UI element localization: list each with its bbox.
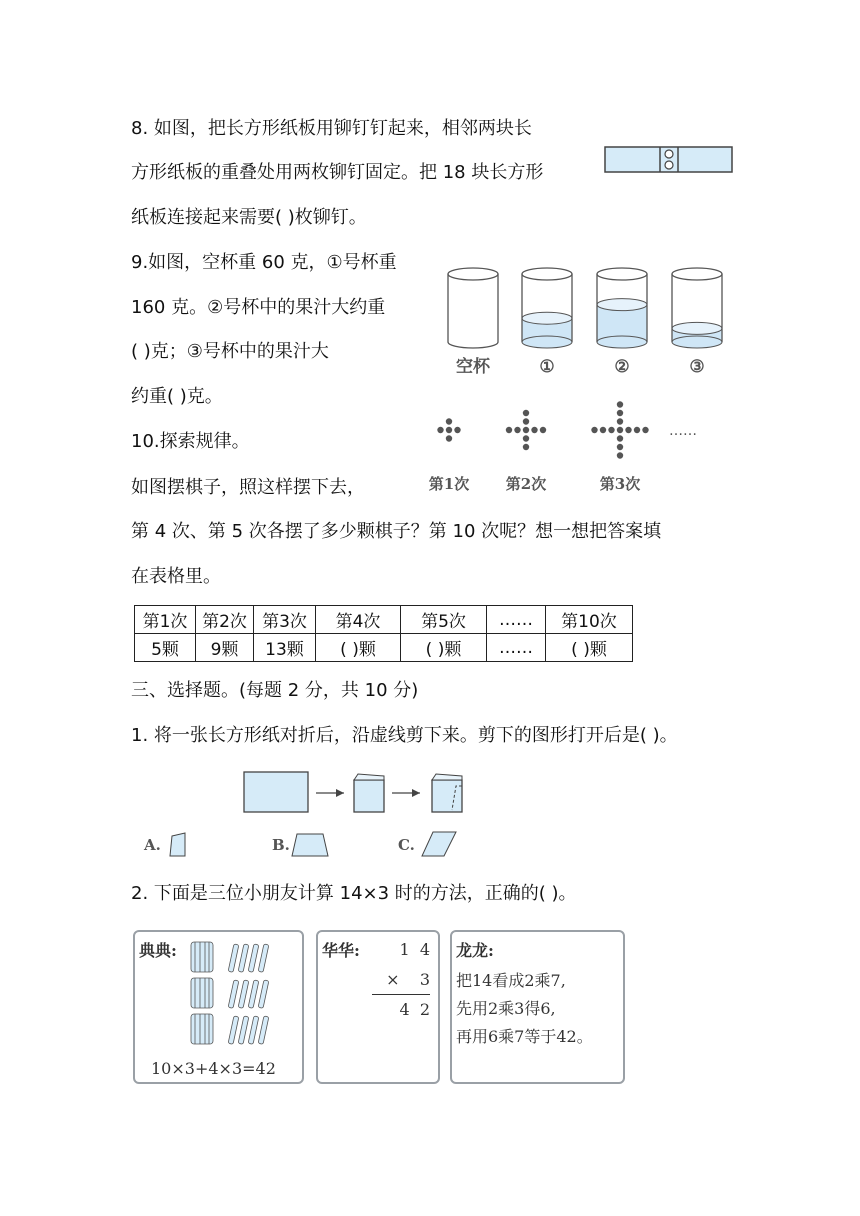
answer-blank-cell[interactable]: ( )颗 — [401, 634, 487, 662]
huahua-row1: 1 4 — [399, 940, 430, 959]
table-value-row — [135, 634, 633, 662]
q9-line1: 9.如图，空杯重 60 克，①号杯重 — [131, 252, 397, 273]
huahua-row3: 4 2 — [399, 1000, 430, 1019]
table-cell: 9颗 — [196, 634, 254, 662]
q8-line3: 纸板连接起来需要( )枚铆钉。 — [131, 207, 367, 228]
sticks-figure — [187, 938, 287, 1046]
option-a-label[interactable]: A. — [144, 836, 161, 854]
step-label: 第3次 — [599, 475, 641, 493]
pattern-ellipsis: …… — [669, 423, 697, 439]
chess-pattern-figure — [425, 392, 705, 496]
cup-label: ② — [614, 357, 630, 377]
cups-figure — [440, 264, 740, 384]
step-label: 第1次 — [428, 475, 470, 493]
cup — [672, 268, 722, 348]
q10-line2: 第 4 次、第 5 次各摆了多少颗棋子？第 10 次呢？想一想把答案填 — [131, 521, 662, 542]
table-header-cell: 第10次 — [546, 606, 633, 634]
table-header-row — [135, 606, 633, 634]
folding-figure — [130, 764, 490, 862]
answer-table — [134, 605, 633, 662]
table-cell: 5颗 — [135, 634, 196, 662]
table-header-cell: …… — [487, 606, 546, 634]
q8-line1: 8. 如图，把长方形纸板用铆钉钉起来，相邻两块长 — [131, 118, 532, 139]
table-header-cell: 第2次 — [196, 606, 254, 634]
table-cell: …… — [487, 634, 546, 662]
table-header-cell: 第5次 — [401, 606, 487, 634]
rivet-board-figure — [604, 144, 736, 176]
diandian-name: 典典: — [139, 941, 177, 960]
vertical-calc-line — [372, 994, 430, 995]
longlong-line: 先用2乘3得6, — [456, 999, 556, 1018]
answer-blank-cell[interactable]: ( )颗 — [316, 634, 401, 662]
longlong-box — [450, 930, 625, 1084]
cup — [522, 268, 572, 348]
longlong-name: 龙龙: — [456, 941, 494, 960]
option-c-label[interactable]: C. — [398, 836, 415, 854]
pattern-step — [437, 418, 460, 441]
diandian-box — [133, 930, 304, 1084]
pattern-step — [591, 401, 648, 458]
cup-label: ③ — [689, 357, 705, 377]
cup-label: ① — [539, 357, 555, 377]
huahua-row2: × 3 — [386, 970, 430, 989]
c2-text: 2. 下面是三位小朋友计算 14×3 时的方法，正确的( )。 — [131, 883, 577, 904]
q10-title: 10.探索规律。 — [131, 431, 250, 452]
huahua-name: 华华: — [322, 941, 360, 960]
longlong-line: 把14看成2乘7, — [456, 971, 566, 990]
q8-line2: 方形纸板的重叠处用两枚铆钉固定。把 18 块长方形 — [131, 162, 544, 183]
longlong-line: 再用6乘7等于42。 — [456, 1027, 593, 1046]
table-header-cell: 第1次 — [135, 606, 196, 634]
q10-line1: 如图摆棋子，照这样摆下去， — [131, 477, 365, 498]
table-header-cell: 第4次 — [316, 606, 401, 634]
diandian-formula: 10×3+4×3=42 — [151, 1059, 276, 1078]
q9-line2: 160 克。②号杯中的果汁大约重 — [131, 297, 386, 318]
q9-line3: ( )克；③号杯中的果汁大 — [131, 341, 329, 362]
cup — [448, 268, 498, 348]
answer-blank-cell[interactable]: ( )颗 — [546, 634, 633, 662]
q10-line3: 在表格里。 — [131, 566, 221, 587]
table-cell: 13颗 — [254, 634, 316, 662]
c1-text: 1. 将一张长方形纸对折后，沿虚线剪下来。剪下的图形打开后是( )。 — [131, 725, 678, 746]
table-header-cell: 第3次 — [254, 606, 316, 634]
cup — [597, 268, 647, 348]
pattern-step — [506, 410, 546, 450]
cup-label: 空杯 — [456, 357, 490, 377]
option-b-label[interactable]: B. — [272, 836, 290, 854]
huahua-box — [316, 930, 440, 1084]
step-label: 第2次 — [505, 475, 547, 493]
section-title: 三、选择题。(每题 2 分，共 10 分) — [131, 680, 419, 701]
q9-line4: 约重( )克。 — [131, 386, 223, 407]
